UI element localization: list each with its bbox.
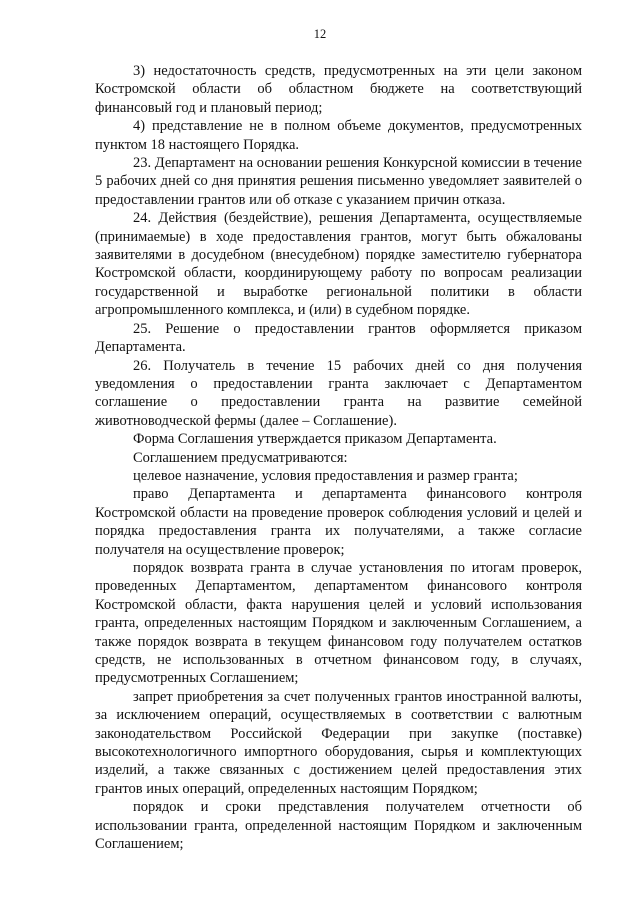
paragraph-item-4: 4) представление не в полном объеме документов, предусмотренных пунктом 18 настоящего Порядка. [95, 118, 582, 153]
paragraph-26: 26. Получатель в течение 15 рабочих дней со дня получения уведомления о предоставлении гранта заключает с Департаментом соглашение о предоставлении гранта на развитие семейной животноводческой фермы (далее – Соглашение). [95, 357, 582, 429]
page-number: 12 [313, 27, 327, 41]
paragraph-item-3: 3) недостаточность средств, предусмотренных на эти цели законом Костромской области об областном бюджете на соответствующий финансовый год и плановый период; [95, 63, 582, 116]
list-item-currency-ban: запрет приобретения за счет полученных грантов иностранной валюты, за исключением операций, осуществляемых в соответствии с валютным законодательством Российской Федерации при закупке (поставке) высокотехнологичного импортного оборудования, сырья и комплектующих изделий, а также связанных с достижением целей предоставления этих грантов иных операций, определенных настоящим Порядком; [95, 688, 582, 797]
document-body [95, 62, 582, 853]
paragraph-agreement-provisions: Соглашением предусматриваются: [133, 449, 348, 466]
list-item-purpose: целевое назначение, условия предоставления и размер гранта; [133, 467, 518, 484]
paragraph-agreement-form: Форма Соглашения утверждается приказом Департамента. [133, 431, 497, 448]
list-item-audit-rights: право Департамента и департамента финансового контроля Костромской области на проведение проверок соблюдения условий и целей и порядка предоставления гранта их получателями, а также согласие получателя на осуществление проверок; [95, 486, 582, 558]
paragraph-24: 24. Действия (бездействие), решения Департамента, осуществляемые (принимаемые) в ходе предоставления грантов, могут быть обжалованы заявителями в досудебном (внесудебном) порядке заместителю губернатора Костромской области, координирующему работу по вопросам реализации государственной и выработке региональной политики в области агропромышленного комплекса, и (или) в судебном порядке. [95, 210, 582, 319]
list-item-refund-procedure: порядок возврата гранта в случае установления по итогам проверок, проведенных Департаментом, департаментом финансового контроля Костромской области, факта нарушения целей и условий использования гранта, определенных настоящим Порядком и заключенным Соглашением, а также порядок возврата в текущем финансовом году получателем остатков средств, не использованных в отчетном финансовом году, в случаях, предусмотренных Соглашением; [95, 559, 582, 687]
paragraph-23: 23. Департамент на основании решения Конкурсной комиссии в течение 5 рабочих дней со дня принятия решения письменно уведомляет заявителей о предоставлении грантов или об отказе с указанием причин отказа. [95, 155, 582, 208]
paragraph-25: 25. Решение о предоставлении грантов оформляется приказом Департамента. [95, 320, 582, 356]
list-item-reporting: порядок и сроки представления получателем отчетности об использовании гранта, определенной настоящим Порядком и заключенным Соглашением; [95, 799, 582, 853]
